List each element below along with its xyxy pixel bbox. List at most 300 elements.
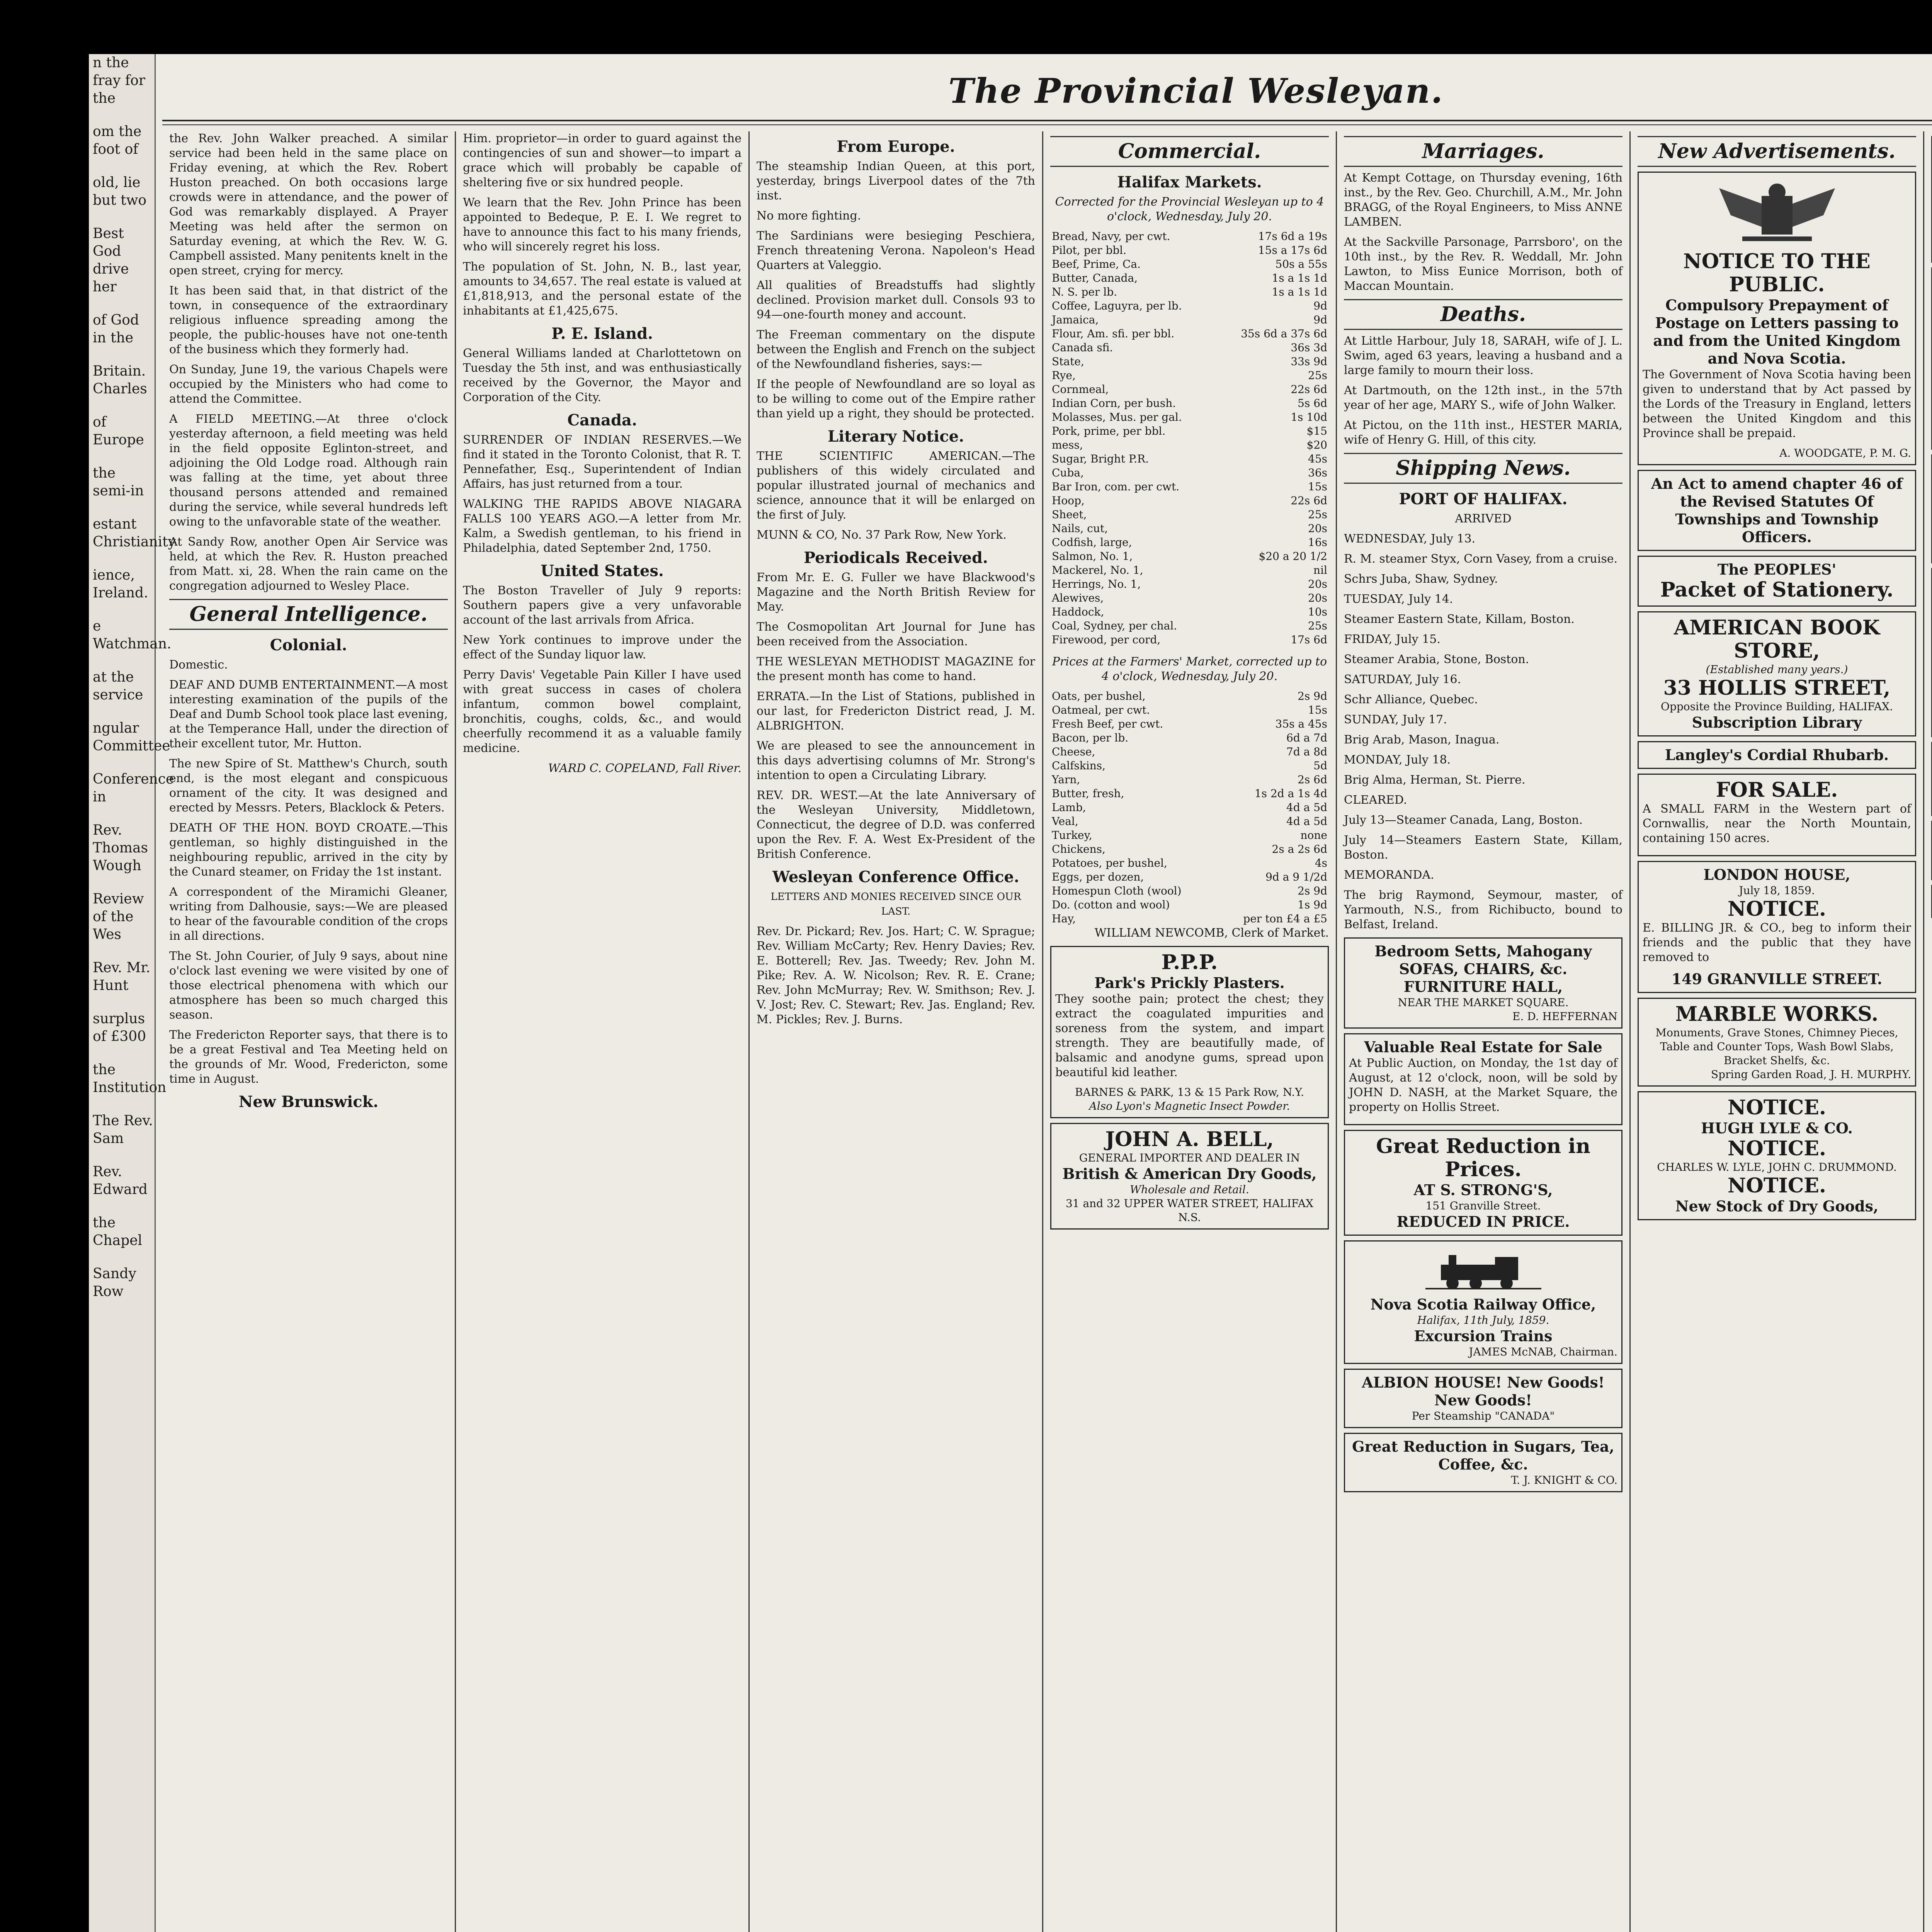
market-item: Chickens, (1052, 843, 1105, 855)
market-price: 1s a 1s 1d (1272, 272, 1327, 284)
market-price: 33s 9d (1291, 355, 1327, 368)
bell-name: JOHN A. BELL, (1105, 1128, 1274, 1151)
american-addr: 33 HOLLIS STREET, (1663, 676, 1891, 700)
langley-advertisement (1638, 741, 1916, 769)
article-paragraph: The St. John Courier, of July 9 says, about nine o'clock last evening we were visited by one of those electrical phenomena with which our atmosphere has been so much charged this season. (169, 949, 448, 1022)
marble-title: MARBLE WORKS. (1675, 1002, 1879, 1026)
market-row (1050, 759, 1329, 773)
for-sale-title: FOR SALE. (1716, 778, 1838, 802)
market-item: Firewood, per cord, (1052, 633, 1161, 646)
column-3 (750, 131, 1043, 1932)
article-paragraph: Him. proprietor—in order to guard against the contingencies of sun and shower—to impart a grace which will probably be capable of sheltering five or six hundred people. (463, 132, 742, 189)
marble-works-advertisement (1638, 998, 1916, 1087)
article-paragraph: REV. DR. WEST.—At the late Anniversary of the Wesleyan University, Middletown, Connecticut, the degree of D.D. was conferred upon the Rev. F. A. West Ex-President of the British Conference. (757, 789, 1035, 861)
article-paragraph: On Sunday, June 19, the various Chapels were occupied by the Ministers who had come to attend the Committee. (169, 363, 448, 406)
peoples-title: The PEOPLES' (1717, 561, 1837, 578)
lyle-signs: CHARLES W. LYLE, JOHN C. DRUMMOND. (1657, 1161, 1897, 1173)
market-row (1050, 383, 1329, 396)
notice-public-title: NOTICE TO THE PUBLIC. (1683, 250, 1871, 296)
market-row (1050, 508, 1329, 522)
market-price: 2s 9d (1298, 884, 1327, 897)
article-paragraph: The population of St. John, N. B., last year, amounts to 34,657. The real estate is valued at £1,818,913, and the personal estate of the inhabitants at £1,425,675. (463, 260, 742, 318)
stationery-advertisement (1638, 556, 1916, 607)
market-row (1050, 619, 1329, 633)
market-row (1050, 522, 1329, 536)
fragment-line: ience, Ireland. (93, 567, 148, 601)
subsection-colonial: Colonial. (270, 636, 347, 654)
american-est: (Established many years.) (1706, 663, 1848, 676)
marble-addr: Spring Garden Road, J. H. MURPHY. (1711, 1068, 1911, 1081)
market-price: 36s 3d (1291, 341, 1327, 354)
fragment-line: Review of the Wes (93, 891, 144, 942)
ppp-firm: BARNES & PARK, 13 & 15 Park Row, N.Y. (1075, 1086, 1304, 1099)
drygoods: New Stock of Dry Goods, (1675, 1197, 1879, 1215)
farmers-table (1050, 689, 1329, 926)
market-item: Pilot, per bbl. (1052, 244, 1127, 257)
bedroom-advertisement (1344, 937, 1622, 1029)
market-price: 25s (1308, 508, 1327, 521)
fragment-line: surplus of £300 (93, 1011, 146, 1044)
reduced-label: REDUCED IN PRICE. (1396, 1213, 1570, 1230)
market-clerk: WILLIAM NEWCOMB, Clerk of Market. (1094, 926, 1329, 940)
fragment-line: ngular Committee (93, 720, 170, 754)
market-item: N. S. per lb. (1052, 286, 1117, 298)
market-row (1050, 230, 1329, 243)
market-price: 1s 2d a 1s 4d (1254, 787, 1327, 800)
market-item: Yarn, (1052, 773, 1080, 786)
estate-text: At Public Auction, on Monday, the 1st day of August, at 12 o'clock, noon, will be sold by JOHN D. NASH, at the Market Square, the property on Hollis Street. (1349, 1056, 1617, 1114)
shipping-line: WEDNESDAY, July 13. (1344, 532, 1476, 546)
market-item: Codfish, large, (1052, 536, 1132, 549)
market-row (1050, 787, 1329, 801)
shipping-line: Schrs Juba, Shaw, Sydney. (1344, 572, 1498, 586)
compulsory-title: Compulsory Prepayment of Postage on Letters passing to and from the United Kingdom and Nova Scotia. (1653, 296, 1901, 367)
billing-addr: 149 GRANVILLE STREET. (1671, 970, 1883, 988)
market-row (1050, 369, 1329, 383)
billing-text: E. BILLING JR. & CO., beg to inform their friends and the public that they have removed to (1643, 921, 1911, 964)
article-paragraph: MUNN & CO, No. 37 Park Row, New York. (757, 528, 1007, 542)
article-paragraph: General Williams landed at Charlottetown on Tuesday the 5th inst, and was enthusiastically received by the Governor, the Mayor and Corporation of the City. (463, 347, 742, 404)
article-paragraph: From Mr. E. G. Fuller we have Blackwood's Magazine and the North British Review for May. (757, 571, 1035, 614)
market-price: 1s 10d (1291, 411, 1327, 423)
article-paragraph: A FIELD MEETING.—At three o'clock yesterday afternoon, a field meeting was held in the field opposite Eglinton-street, and adjoining the Old Lodge road. Although rain was falling at the time, yet about three thousand persons attended and remained during the service, while several hundreds left owing to the unfavorable state of the weather. (169, 412, 448, 529)
ppp-text: They soothe pain; protect the chest; they extract the coagulated impurities and soreness from the system, and impart strength. They are beautifully made, of balsamic and anodyne gums, spread upon beautiful kid leather. (1055, 992, 1324, 1079)
market-row (1050, 327, 1329, 341)
signature: WARD C. COPELAND, Fall River. (548, 762, 742, 775)
market-row (1050, 494, 1329, 508)
market-price: 15s (1308, 704, 1327, 716)
market-row (1050, 396, 1329, 410)
market-row (1050, 828, 1329, 842)
market-price: 9d (1313, 313, 1327, 326)
fragment-line: at the service (93, 669, 143, 703)
article-paragraph: THE SCIENTIFIC AMERICAN.—The publishers of this widely circulated and popular illustrated journal of mechanics and science, announce that it will be enlarged on the first of July. (757, 449, 1035, 522)
market-item: Herrings, No. 1, (1052, 578, 1141, 590)
albion-title: ALBION HOUSE! New Goods! New Goods! (1362, 1374, 1605, 1409)
market-item: Butter, fresh, (1052, 787, 1124, 800)
market-item: Bar Iron, com. per cwt. (1052, 480, 1180, 493)
market-price: 2s a 2s 6d (1272, 843, 1327, 855)
shipping-line: Brig Alma, Herman, St. Pierre. (1344, 773, 1526, 787)
masthead-rule-thin (162, 124, 1932, 125)
subsection-united-states: United States. (541, 562, 664, 580)
london-title: LONDON HOUSE, (1703, 866, 1850, 883)
market-row (1050, 410, 1329, 424)
masthead-rule (162, 120, 1932, 121)
article-paragraph: The new Spire of St. Matthew's Church, south end, is the most elegant and conspicuous ornament of the city. It was designed and erected by Messrs. Peters, Blacklock & Peters. (169, 757, 448, 815)
fragment-line: Conference in (93, 771, 174, 805)
market-row (1050, 717, 1329, 731)
market-row (1050, 452, 1329, 466)
shipping-line: SATURDAY, July 16. (1344, 673, 1461, 686)
bell-line-4: 31 and 32 UPPER WATER STREET, HALIFAX N.S. (1065, 1197, 1314, 1224)
market-row (1050, 856, 1329, 870)
market-price: 22s 6d (1291, 383, 1327, 396)
market-item: Sheet, (1052, 508, 1087, 521)
market-row (1050, 480, 1329, 494)
american-opp: Opposite the Province Building, HALIFAX. (1660, 700, 1893, 713)
market-item: Oatmeal, per cwt. (1052, 704, 1150, 716)
market-row (1050, 466, 1329, 480)
shipping-line: FRIDAY, July 15. (1344, 633, 1440, 646)
market-item: Salmon, No. 1, (1052, 550, 1133, 563)
shipping-line: Schr Alliance, Quebec. (1344, 693, 1478, 706)
market-price: 4s (1315, 857, 1327, 869)
market-item: Flour, Am. sfi. per bbl. (1052, 327, 1175, 340)
shipping-line: Brig Arab, Mason, Inagua. (1344, 733, 1500, 747)
market-row (1050, 257, 1329, 271)
fragment-line: Rev. Edward (93, 1164, 148, 1197)
market-row (1050, 884, 1329, 898)
article-paragraph: The Sardinians were besieging Peschiera, French threatening Verona. Napoleon's Head Quarters at Valeggio. (757, 229, 1035, 272)
article-paragraph: DEATH OF THE HON. BOYD CROATE.—This gentleman, so highly distinguished in the neighbouring republic, arrived in the city by the Cunard steamer, on Friday the 1st instant. (169, 821, 448, 879)
notice-heading: NOTICE. (1728, 1137, 1826, 1160)
market-item: Lamb, (1052, 801, 1086, 814)
market-price: 50s a 55s (1275, 258, 1327, 270)
market-item: Butter, Canada, (1052, 272, 1138, 284)
column-5 (1337, 131, 1631, 1932)
market-price: none (1300, 829, 1327, 842)
railway-sign: JAMES McNAB, Chairman. (1469, 1345, 1617, 1358)
heading-halifax-markets: Halifax Markets. (1117, 173, 1262, 191)
market-item: Pork, prime, per bbl. (1052, 425, 1166, 437)
market-price: 10s (1308, 605, 1327, 618)
market-row (1050, 633, 1329, 647)
reduction-addr: 151 Granville Street. (1425, 1199, 1541, 1212)
heading-literary-notice: Literary Notice. (827, 427, 964, 446)
market-item: Alewives, (1052, 592, 1104, 604)
article-paragraph: the Rev. John Walker preached. A similar service had been held in the same place on Friday evening, at which the Rev. Robert Huston preached. On both occasions large crowds were in attendance, and the power of God was remarkably displayed. A Prayer Meeting was held after the sermon on Saturday evening, at which the Rev. W. G. Campbell assisted. Many penitents knelt in the open street, crying for mercy. (169, 132, 448, 277)
market-row (1050, 271, 1329, 285)
market-item: Molasses, Mus. per gal. (1052, 411, 1182, 423)
subsection-pei: P. E. Island. (551, 325, 653, 343)
market-row (1050, 773, 1329, 787)
market-row (1050, 898, 1329, 912)
fragment-line: n the fray for the (93, 55, 145, 106)
market-row (1050, 577, 1329, 591)
article-paragraph: It has been said that, in that district of the town, in consequence of the extraordinary religious influence spreading among the people, the public-houses have not one-tenth of the business which they formerly had. (169, 284, 448, 356)
fragment-line: Rev. Thomas Wough (93, 822, 148, 874)
market-price: $20 a 20 1/2 (1259, 550, 1327, 563)
market-price: per ton £4 a £5 (1243, 912, 1327, 925)
fragment-line: Best God drive her (93, 226, 129, 295)
market-row (1050, 341, 1329, 355)
bell-line-1: GENERAL IMPORTER AND DEALER IN (1079, 1151, 1300, 1164)
market-item: Haddock, (1052, 605, 1104, 618)
market-price: 17s 6d (1291, 633, 1327, 646)
fragment-line: Britain. Charles (93, 363, 147, 397)
market-row (1050, 703, 1329, 717)
conference-office-sub: LETTERS AND MONIES RECEIVED SINCE OUR LAST. (770, 891, 1021, 917)
subsection-new-brunswick: New Brunswick. (238, 1093, 379, 1111)
column-7 (1924, 131, 1932, 1932)
market-item: Eggs, per dozen, (1052, 871, 1144, 883)
market-item: State, (1052, 355, 1084, 368)
railway-advertisement (1344, 1240, 1622, 1364)
market-item: Bread, Navy, per cwt. (1052, 230, 1170, 243)
domestic-label: Domestic. (169, 658, 228, 672)
shipping-line: R. M. steamer Styx, Corn Vasey, from a cruise. (1344, 552, 1618, 566)
for-sale-advertisement (1638, 774, 1916, 856)
ppp-advertisement (1050, 946, 1329, 1118)
fragment-line: Sandy Row (93, 1266, 136, 1299)
market-item: Coal, Sydney, per chal. (1052, 619, 1177, 632)
markets-subtitle: Corrected for the Provincial Wesleyan up to 4 o'clock, Wednesday, July 20. (1055, 195, 1324, 223)
heading-conference-office: Wesleyan Conference Office. (772, 868, 1019, 886)
death-notice: At Little Harbour, July 18, SARAH, wife of J. L. Swim, aged 63 years, leaving a husband and a large family to mourn their loss. (1344, 334, 1622, 377)
death-notice: At Pictou, on the 11th inst., HESTER MARIA, wife of Henry G. Hill, of this city. (1344, 418, 1622, 447)
market-price: 22s 6d (1291, 494, 1327, 507)
market-item: Hoop, (1052, 494, 1085, 507)
shipping-line: TUESDAY, July 14. (1344, 592, 1453, 606)
market-item: Mackerel, No. 1, (1052, 564, 1143, 577)
shipping-line: MEMORANDA. (1344, 868, 1434, 882)
postmaster-sign: A. WOODGATE, P. M. G. (1779, 447, 1911, 459)
arrived-label: ARRIVED (1455, 512, 1512, 526)
bedroom-near: NEAR THE MARKET SQUARE. (1398, 996, 1569, 1009)
market-price: 6d a 7d (1286, 731, 1327, 744)
port-title: PORT OF HALIFAX. (1399, 490, 1568, 508)
bell-advertisement (1050, 1123, 1329, 1230)
market-price: 20s (1308, 522, 1327, 535)
bedroom-sign: E. D. HEFFERNAN (1512, 1010, 1617, 1023)
market-item: Cheese, (1052, 745, 1095, 758)
column-4 (1043, 131, 1337, 1932)
market-row (1050, 912, 1329, 926)
ppp-also: Also Lyon's Magnetic Insect Powder. (1089, 1100, 1290, 1112)
market-price: 1s a 1s 1d (1272, 286, 1327, 298)
article-paragraph: New York continues to improve under the effect of the Sunday liquor law. (463, 633, 742, 662)
market-item: Beef, Prime, Ca. (1052, 258, 1141, 270)
fragment-line: e Watchman. (93, 618, 172, 652)
act-notice (1638, 470, 1916, 551)
market-row (1050, 536, 1329, 549)
bedroom-sub: SOFAS, CHAIRS, &c. (1399, 960, 1568, 978)
market-price: 4d a 5d (1286, 815, 1327, 828)
column-2 (456, 131, 750, 1932)
heading-from-europe: From Europe. (837, 138, 955, 156)
market-row (1050, 549, 1329, 563)
section-general-intelligence: General Intelligence. (169, 599, 448, 630)
bell-line-2: British & American Dry Goods, (1062, 1165, 1317, 1182)
market-row (1050, 299, 1329, 313)
section-shipping: Shipping News. (1344, 453, 1622, 484)
market-item: Homespun Cloth (wool) (1052, 884, 1182, 897)
section-deaths: Deaths. (1344, 299, 1622, 330)
market-item: Turkey, (1052, 829, 1092, 842)
conference-office-list: Rev. Dr. Pickard; Rev. Jos. Hart; C. W. Sprague; Rev. William McCarty; Rev. Henry Davies; Rev. E. Botterell; Rev. Jas. Tweedy; Rev. John M. Pike; Rev. A. W. Nicolson; Rev. R. E. Crane; Rev. John McMurray; Rev. W. Smithson; Rev. J. V. Jost; Rev. C. Stewart; Rev. Jas. England; Rev. M. Pickles; Rev. J. Burns. (757, 925, 1035, 1026)
market-item: mess, (1052, 439, 1083, 451)
market-item: Bacon, per lb. (1052, 731, 1129, 744)
market-price: 35s a 45s (1275, 718, 1327, 730)
shipping-line: July 13—Steamer Canada, Lang, Boston. (1344, 813, 1583, 827)
fragment-line: om the foot of (93, 124, 142, 157)
market-row (1050, 689, 1329, 703)
fragment-line: The Rev. Sam (93, 1113, 153, 1146)
article-paragraph: The Fredericton Reporter says, that there is to be a great Festival and Tea Meeting held on the grounds of Mr. Wood, Fredericton, some time in August. (169, 1028, 448, 1086)
market-price: 9d (1313, 299, 1327, 312)
packet-title: Packet of Stationery. (1660, 578, 1894, 602)
ppp-subtitle: Park's Prickly Plasters. (1094, 974, 1285, 992)
market-row (1050, 424, 1329, 438)
for-sale-text: A SMALL FARM in the Western part of Cornwallis, near the North Mountain, containing 150 acres. (1643, 802, 1911, 845)
albion-advertisement (1344, 1369, 1622, 1428)
market-price: 45s (1308, 452, 1327, 465)
market-item: Sugar, Bright P.R. (1052, 452, 1149, 465)
market-price: $20 (1306, 439, 1327, 451)
column-6 (1631, 131, 1924, 1932)
market-price: 5d (1313, 759, 1327, 772)
shipping-line: SUNDAY, July 17. (1344, 713, 1447, 726)
market-item: Rye, (1052, 369, 1076, 382)
article-paragraph: SURRENDER OF INDIAN RESERVES.—We find it stated in the Toronto Colonist, that R. T. Pennefather, Esq., Superintendent of Indian Affairs, has just returned from a tour. (463, 433, 742, 491)
shipping-line: July 14—Steamers Eastern State, Killam, Boston. (1344, 833, 1622, 862)
market-price: $15 (1306, 425, 1327, 437)
market-row (1050, 731, 1329, 745)
article-paragraph: Perry Davis' Vegetable Pain Killer I have used with great success in cases of cholera infantum, common bowel complaint, bronchitis, coughs, colds, &c., and would cheerfully recommend it as a valuable family medicine. (463, 668, 742, 755)
railway-title: Nova Scotia Railway Office, (1370, 1296, 1596, 1313)
article-paragraph: At Sandy Row, another Open Air Service was held, at which the Rev. R. Huston preached from Matt. xi, 28. When the rain came on the congregation adjourned to Wesley Place. (169, 535, 448, 593)
marble-sub: Monuments, Grave Stones, Chimney Pieces, Table and Counter Tops, Wash Bowl Slabs, Bracket Shelfs, &c. (1655, 1026, 1898, 1067)
american-title: AMERICAN BOOK STORE, (1673, 616, 1880, 663)
farmers-subtitle: Prices at the Farmers' Market, corrected up to 4 o'clock, Wednesday, July 20. (1052, 655, 1327, 683)
market-item: Cuba, (1052, 466, 1084, 479)
shipping-line: MONDAY, July 18. (1344, 753, 1451, 767)
sugar-title: Great Reduction in Sugars, Tea, Coffee, &c. (1352, 1438, 1614, 1473)
shipping-line: Steamer Eastern State, Killam, Boston. (1344, 612, 1575, 626)
market-price: 15s a 17s 6d (1258, 244, 1327, 257)
estate-advertisement (1344, 1033, 1622, 1125)
subscription-title: Subscription Library (1692, 714, 1862, 731)
heading-periodicals: Periodicals Received. (804, 549, 988, 567)
article-paragraph: We learn that the Rev. John Prince has been appointed to Bedeque, P. E. I. We regret to have to announce this fact to his many friends, who will sincerely regret his loss. (463, 196, 742, 253)
market-price: 16s (1308, 536, 1327, 549)
market-price: 7d a 8d (1286, 745, 1327, 758)
marriage-notice: At the Sackville Parsonage, Parrsboro', on the 10th inst., by the Rev. R. Weddall, Mr. John Lawton, to Miss Eunice Morrison, both of Maccan Mountain. (1344, 235, 1622, 293)
section-new-advertisements: New Advertisements. (1638, 136, 1916, 167)
article-paragraph: The Cosmopolitan Art Journal for June has been received from the Association. (757, 620, 1035, 648)
article-paragraph: If the people of Newfoundland are so loyal as to be willing to come out of the Empire rather than yield up a right, they should be protected. (757, 378, 1035, 420)
article-paragraph: All qualities of Breadstuffs had slightly declined. Provision market dull. Consols 93 to 94—one-fourth money and account. (757, 279, 1035, 321)
market-price: 35s 6d a 37s 6d (1241, 327, 1327, 340)
article-paragraph: WALKING THE RAPIDS ABOVE NIAGARA FALLS 100 YEARS AGO.—A letter from Mr. Kalm, a Swedish gentleman, to his friend in Philadelphia, dated September 2nd, 1750. (463, 497, 742, 555)
london-house-advertisement (1638, 861, 1916, 993)
market-price: 5s 6d (1298, 397, 1327, 410)
notice-heading: NOTICE. (1728, 1174, 1826, 1197)
albion-sub: Per Steamship "CANADA" (1412, 1410, 1555, 1422)
market-row (1050, 243, 1329, 257)
market-price: 1s 9d (1298, 898, 1327, 911)
article-paragraph: The steamship Indian Queen, at this port, yesterday, brings Liverpool dates of the 7th inst. (757, 160, 1035, 202)
marriage-notice: At Kempt Cottage, on Thursday evening, 16th inst., by the Rev. Geo. Churchill, A.M., Mr. John BRAGG, of the Royal Engineers, to Miss ANNE LAMBEN. (1344, 171, 1622, 229)
fragment-line: estant Christianity (93, 516, 176, 550)
market-row (1050, 801, 1329, 815)
market-price: 2s 9d (1298, 690, 1327, 702)
bedroom-title: Bedroom Setts, Mahogany (1374, 942, 1592, 960)
column-1 (162, 131, 456, 1932)
market-price: 20s (1308, 592, 1327, 604)
fragment-line: of Europe (93, 414, 144, 448)
market-row (1050, 355, 1329, 369)
death-notice: At Dartmouth, on the 12th inst., in the 57th year of her age, MARY S., wife of John Walker. (1344, 384, 1622, 412)
market-item: Veal, (1052, 815, 1078, 828)
adjacent-page-fragment (89, 54, 176, 1932)
market-price: 25s (1308, 619, 1327, 632)
fragment-line: old, lie but two (93, 175, 147, 208)
fragment-line: Rev. Mr. Hunt (93, 960, 150, 993)
market-item: Do. (cotton and wool) (1052, 898, 1170, 911)
article-paragraph: THE WESLEYAN METHODIST MAGAZINE for the present month has come to hand. (757, 655, 1035, 683)
market-item: Jamaica, (1052, 313, 1099, 326)
langley-title: Langley's Cordial Rhubarb. (1665, 746, 1889, 764)
market-row (1050, 591, 1329, 605)
market-item: Indian Corn, per bush. (1052, 397, 1176, 410)
article-paragraph: We are pleased to see the announcement in this days advertising columns of Mr. Strong's intention to open a Circulating Library. (757, 739, 1035, 782)
estate-title: Valuable Real Estate for Sale (1364, 1038, 1602, 1056)
newspaper-title: The Provincial Wesleyan. (948, 71, 1444, 111)
section-marriages: Marriages. (1344, 136, 1622, 167)
market-row (1050, 438, 1329, 452)
royal-arms-icon (1696, 180, 1858, 246)
article-paragraph: ERRATA.—In the List of Stations, published in our last, for Fredericton District read, J. M. ALBRIGHTON. (757, 690, 1035, 733)
masthead (162, 66, 1932, 116)
london-date: July 18, 1859. (1739, 884, 1815, 897)
market-row (1050, 563, 1329, 577)
fragment-line: the Chapel (93, 1215, 143, 1248)
article-paragraph: The Freeman commentary on the dispute between the English and French on the subject of the Newfoundland fisheries, says:— (757, 328, 1035, 371)
fragment-line: the semi-in (93, 465, 144, 499)
bell-line-3: Wholesale and Retail. (1130, 1183, 1249, 1196)
newspaper-page (89, 54, 1932, 1932)
market-price: 2s 6d (1298, 773, 1327, 786)
market-row (1050, 842, 1329, 856)
market-price: 20s (1308, 578, 1327, 590)
market-item: Calfskins, (1052, 759, 1106, 772)
market-row (1050, 870, 1329, 884)
bedroom-hall: FURNITURE HALL, (1403, 978, 1563, 995)
compulsory-text: The Government of Nova Scotia having been given to understand that by Act passed by the Lords of the Treasury in England, letters between the United Kingdom and this Province shall be prepaid. (1643, 368, 1911, 440)
notice-heading: NOTICE. (1728, 1096, 1826, 1119)
reduction-title: Great Reduction in Prices. (1376, 1134, 1590, 1181)
market-price: 36s (1308, 466, 1327, 479)
article-paragraph: DEAF AND DUMB ENTERTAINMENT.—A most interesting examination of the pupils of the Deaf and Dumb School took place last evening, at the Temperance Hall, under the direction of their excellent tutor, Mr. Hutton. (169, 678, 448, 750)
section-commercial: Commercial. (1050, 136, 1329, 167)
market-price: 4d a 5d (1286, 801, 1327, 814)
market-row (1050, 313, 1329, 327)
sugar-sign: T. J. KNIGHT & CO. (1511, 1474, 1617, 1486)
article-paragraph: No more fighting. (757, 209, 861, 223)
market-price: 17s 6d a 19s (1258, 230, 1327, 243)
